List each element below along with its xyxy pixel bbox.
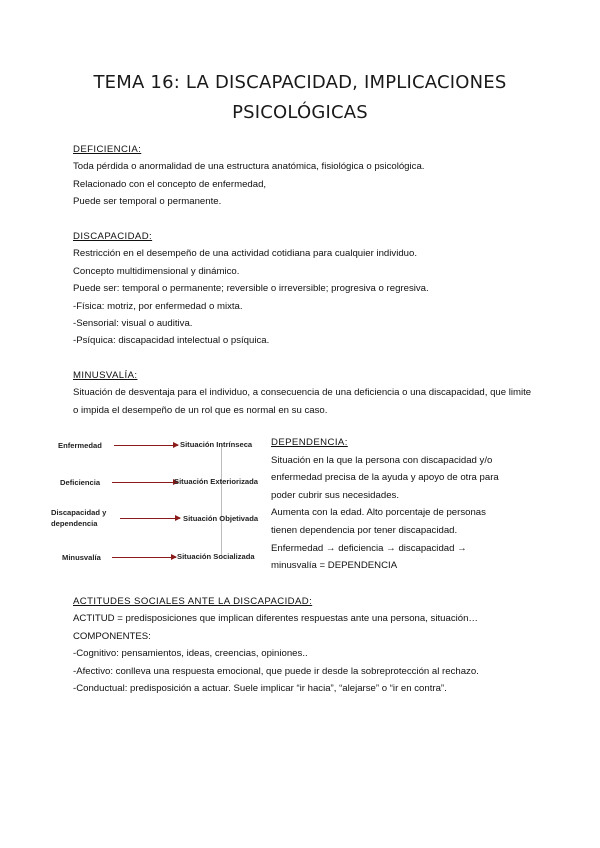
actitudes-line: COMPONENTES: [73,630,151,642]
diagram-right-label: Situación Socializada [177,552,255,561]
actitudes-line: -Afectivo: conlleva una respuesta emocional, que puede ir desde la sobreprotección al rechazo. [73,665,479,677]
diagram-arrow [120,518,180,519]
deficiencia-line: Toda pérdida o anormalidad de una estructura anatómica, fisiológica o psicológica. [73,161,425,173]
minusvalia-text: Situación de desventaja para el individuo, a consecuencia de una deficiencia o una discapacidad, que limite o impida el desempeño de un rol que es normal en su caso. [73,387,532,416]
minusvalia-heading: MINUSVALÍA: [73,370,138,381]
discapacidad-diagram [40,432,270,572]
minusvalia-section [73,367,533,419]
discapacidad-line: -Psíquica: discapacidad intelectual o psíquica. [73,335,270,347]
discapacidad-section [73,228,533,350]
actitudes-line: -Cognitivo: pensamientos, ideas, creencias, opiniones.. [73,648,308,660]
dependencia-section [271,434,541,575]
discapacidad-line: Concepto multidimensional y dinámico. [73,265,240,277]
title-line-2: PSICOLÓGICAS [232,102,368,123]
deficiencia-line: Relacionado con el concepto de enfermedad, [73,178,267,190]
dependencia-line: minusvalía = DEPENDENCIA [271,560,398,572]
discapacidad-line: -Física: motriz, por enfermedad o mixta. [73,300,243,312]
diagram-right-label: Situación Intrínseca [180,440,253,449]
diagram-arrow [112,557,176,558]
discapacidad-line: Puede ser: temporal o permanente; reversible o irreversible; progresiva o regresiva. [73,283,429,295]
dependencia-line: enfermedad precisa de la ayuda y apoyo de otra para [271,472,499,484]
diagram-connector-line [221,444,222,556]
actitudes-heading: ACTITUDES SOCIALES ANTE LA DISCAPACIDAD: [73,596,313,607]
diagram-left-label: Minusvalía [62,553,101,562]
actitudes-line: -Conductual: predisposición a actuar. Suele implicar “ir hacia”, “alejarse” o “ir en contra”. [73,683,447,695]
actitudes-section [73,593,543,697]
dependencia-line: poder cubrir sus necesidades. [271,489,399,501]
page-title [0,68,600,128]
diagram-right-label: Situación Exteriorizada [174,477,258,486]
discapacidad-heading: DISCAPACIDAD: [73,231,153,242]
discapacidad-line: -Sensorial: visual o auditiva. [73,318,193,330]
actitudes-line: ACTITUD = predisposiciones que implican diferentes respuestas ante una persona, situación… [73,613,479,625]
diagram-arrow [112,482,178,483]
diagram-arrow [114,445,178,446]
discapacidad-line: Restricción en el desempeño de una actividad cotidiana para cualquier individuo. [73,248,417,260]
dependencia-line: Aumenta con la edad. Alto porcentaje de personas [271,507,486,519]
title-line-1: TEMA 16: LA DISCAPACIDAD, IMPLICACIONES [93,72,507,93]
deficiencia-heading: DEFICIENCIA: [73,144,142,155]
dependencia-line: tienen dependencia por tener discapacidad. [271,524,458,536]
diagram-right-label: Situación Objetivada [183,514,259,523]
diagram-left-label: Discapacidad y dependencia [51,508,107,528]
diagram-left-label: Enfermedad [58,441,102,450]
deficiencia-line: Puede ser temporal o permanente. [73,196,222,208]
deficiencia-section [73,141,533,211]
diagram-left-label: Deficiencia [60,478,101,487]
dependencia-line: Enfermedad → deficiencia → discapacidad → [271,542,467,554]
dependencia-heading: DEPENDENCIA: [271,437,348,448]
dependencia-line: Situación en la que la persona con discapacidad y/o [271,454,493,466]
